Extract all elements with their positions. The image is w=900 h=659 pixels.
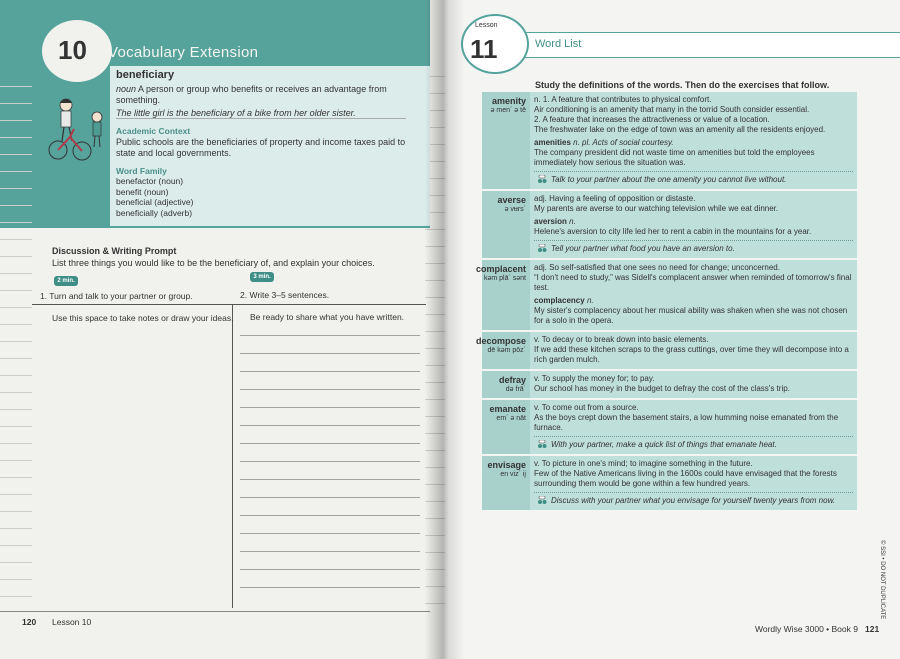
word-list [475, 92, 857, 512]
definition-line: v. To decay or to break down into basic elements. [534, 335, 709, 345]
word-entry [482, 400, 857, 456]
left-page [0, 0, 445, 659]
girl-bike-illustration [44, 95, 110, 165]
derived-word-pos: n. [586, 296, 594, 306]
word-entry [482, 191, 857, 260]
derived-word-text: amenities [534, 138, 571, 147]
entry-definition-column [530, 371, 857, 398]
word-family-list [116, 176, 193, 218]
word-family-item: benefit (noun) [116, 186, 169, 197]
definition-line: If we add these kitchen scraps to the grass cuttings, over time they will decompose into a rich garden mulch. [534, 345, 849, 365]
notes-label: Use this space to take notes or draw your ideas. [52, 313, 234, 323]
derived-example: My sister's complacency about her musical ability was shaken when she was not chosen for a solo in the opera. [534, 306, 848, 326]
writing-line[interactable] [240, 515, 420, 516]
writing-line[interactable] [240, 569, 420, 570]
section-title: Vocabulary Extension [108, 44, 259, 61]
definition-line: Few of the Native Americans living in the 1600s could have envisaged that the forests surrounding them would be gone within a few hundred years. [534, 469, 837, 489]
entry-pronunciation: də frā´ [505, 386, 526, 394]
entry-pronunciation: en viz´ ij [500, 471, 526, 479]
derived-word-text: aversion [534, 217, 567, 227]
writing-line[interactable] [240, 461, 420, 462]
step1-text: 1. Turn and talk to your partner or group. [40, 291, 193, 301]
prompt-text: List three things you would like to be the beneficiary of, and explain your choices. [52, 258, 375, 268]
writing-line[interactable] [240, 407, 420, 408]
entry-headword-column [475, 260, 530, 330]
entry-definition-column [530, 260, 857, 330]
word-entry [475, 332, 857, 371]
footer-book: Wordly Wise 3000 • Book 9 [755, 624, 858, 634]
instructions: Study the definitions of the words. Then do the exercises that follow. [535, 80, 830, 90]
entry-headword-column [482, 92, 530, 189]
definition-line: n. 1. A feature that contributes to physical comfort. [534, 95, 712, 104]
word-family-item: beneficially (adverb) [116, 207, 193, 218]
word-entry [482, 456, 857, 512]
definition-line: adj. Having a feeling of opposition or distaste. [534, 194, 696, 204]
writing-line[interactable] [240, 587, 420, 588]
talk-partners-icon [536, 244, 548, 254]
definition-text: A person or group who benefits or receives an advantage from something. [116, 84, 387, 105]
derived-example: Helene's aversion to city life led her to rent a cabin in the mountains for a year. [534, 227, 812, 237]
derived-word-pos: n. [569, 217, 576, 227]
talk-prompt-text: With your partner, make a quick list of things that emanate heat. [551, 440, 777, 450]
talk-partners-icon [536, 175, 548, 185]
entry-headword-column [482, 191, 530, 258]
section-title: Word List [535, 38, 582, 50]
time-badge-step1: 2 min. [54, 276, 78, 286]
writing-line[interactable] [240, 551, 420, 552]
writing-line[interactable] [240, 479, 420, 480]
definition-line: v. To come out from a source. [534, 403, 639, 413]
entry-definition-column [530, 456, 857, 510]
talk-prompt-text: Talk to your partner about the one amenity you cannot live without. [551, 175, 787, 185]
writing-line[interactable] [240, 443, 420, 444]
writing-box [32, 304, 426, 609]
entry-word: complacent [475, 264, 526, 275]
word-entry [475, 260, 857, 332]
talk-partners-icon [536, 496, 548, 506]
definition-line: 2. A feature that increases the attractiveness or value of a location. [534, 115, 770, 124]
writing-line[interactable] [240, 335, 420, 336]
write-label: Be ready to share what you have written. [250, 312, 405, 322]
entry-definition-column [530, 332, 857, 369]
entry-definition-column [530, 400, 857, 454]
talk-prompt-text: Tell your partner what food you have an aversion to. [551, 244, 735, 254]
featured-word: beneficiary [116, 69, 175, 81]
word-family-heading: Word Family [116, 166, 167, 176]
definition-line: My parents are averse to our watching television while we eat dinner. [534, 204, 779, 214]
definition-line: v. To picture in one's mind; to imagine something in the future. [534, 459, 753, 469]
writing-line[interactable] [240, 533, 420, 534]
writing-line[interactable] [240, 497, 420, 498]
word-family-item: beneficial (adjective) [116, 197, 194, 207]
entry-pronunciation: kəm plā´ sənt [483, 275, 526, 283]
writing-line[interactable] [240, 371, 420, 372]
definition-line: adj. So self-satisfied that one sees no need for change; unconcerned. [534, 263, 780, 273]
word-entry [482, 371, 857, 400]
page-number: 120 [22, 617, 37, 627]
derived-word-text: complacency [534, 296, 585, 306]
entry-definition-column [530, 92, 857, 189]
writing-line[interactable] [240, 425, 420, 426]
definition-line: The freshwater lake on the edge of town was an amenity all the residents enjoyed. [534, 125, 826, 134]
ruled-margin [0, 70, 32, 610]
derived-word [534, 296, 853, 306]
book-spine [425, 0, 465, 659]
definition-line: v. To supply the money for; to pay. [534, 374, 655, 384]
definition-line: As the boys crept down the basement stairs, a low humming noise emanated from the furnace. [534, 413, 839, 433]
lesson-number: 11 [470, 34, 498, 64]
entry-word: amenity [491, 96, 526, 106]
entry-headword-column [482, 456, 530, 510]
copyright-notice: © SSI • DO NOT DUPLICATE [879, 540, 885, 620]
lesson-label: Lesson [475, 22, 498, 29]
right-page [445, 0, 900, 659]
talk-prompt-text: Discuss with your partner what you envisage for yourself twenty years from now. [551, 496, 836, 506]
writing-line[interactable] [240, 389, 420, 390]
entry-word: decompose [475, 336, 526, 347]
talk-prompt [534, 240, 853, 254]
talk-prompt [534, 436, 853, 450]
featured-example: The little girl is the beneficiary of a bike from her older sister. [116, 108, 406, 119]
derived-word [534, 217, 853, 227]
prompt-heading: Discussion & Writing Prompt [52, 246, 177, 256]
entry-pronunciation: ə vʉrs´ [504, 206, 526, 214]
entry-headword-column [482, 400, 530, 454]
footer-lesson: Lesson 10 [52, 617, 92, 627]
writing-line[interactable] [240, 353, 420, 354]
derived-word [534, 138, 853, 148]
footer-rule [0, 611, 430, 612]
definition-line: “I don't need to study,” was Sidell's complacent answer when reminded of tomorrow's final test. [534, 273, 852, 293]
entry-pronunciation: dē kəm pōz´ [487, 347, 526, 355]
column-divider [232, 305, 233, 608]
talk-partners-icon [536, 440, 548, 450]
entry-pronunciation: em´ ə nāt [496, 415, 526, 423]
featured-definition [116, 84, 416, 106]
entry-headword-column [482, 371, 530, 398]
entry-headword-column [475, 332, 530, 369]
entry-word: defray [498, 375, 526, 386]
definition-line: Air conditioning is an amenity that many in the torrid South consider essential. [534, 105, 810, 114]
academic-context-text: Public schools are the beneficiaries of property and income taxes paid to state and local governments. [116, 137, 406, 158]
entry-word: averse [497, 195, 526, 206]
definition-pos: noun [116, 84, 137, 94]
word-family-item: benefactor (noun) [116, 176, 184, 186]
lesson-number: 10 [58, 35, 87, 65]
entry-definition-column [530, 191, 857, 258]
entry-word: envisage [487, 460, 526, 471]
derived-word-pos: n. pl. Acts of social courtesy. [573, 138, 674, 147]
talk-prompt [534, 171, 853, 185]
entry-pronunciation: ə men´ ə tē [490, 107, 526, 114]
entry-word: emanate [489, 404, 526, 415]
derived-example: The company president did not waste time on amenities but told the employees immediately how serious the situation was. [534, 148, 815, 167]
step2-text: 2. Write 3–5 sentences. [240, 290, 330, 300]
academic-context-heading: Academic Context [116, 126, 191, 136]
time-badge-step2: 3 min. [250, 272, 274, 282]
page-number: 121 [865, 624, 880, 634]
word-entry [482, 92, 857, 191]
definition-line: Our school has money in the budget to defray the cost of the class's trip. [534, 384, 790, 394]
talk-prompt [534, 492, 853, 506]
